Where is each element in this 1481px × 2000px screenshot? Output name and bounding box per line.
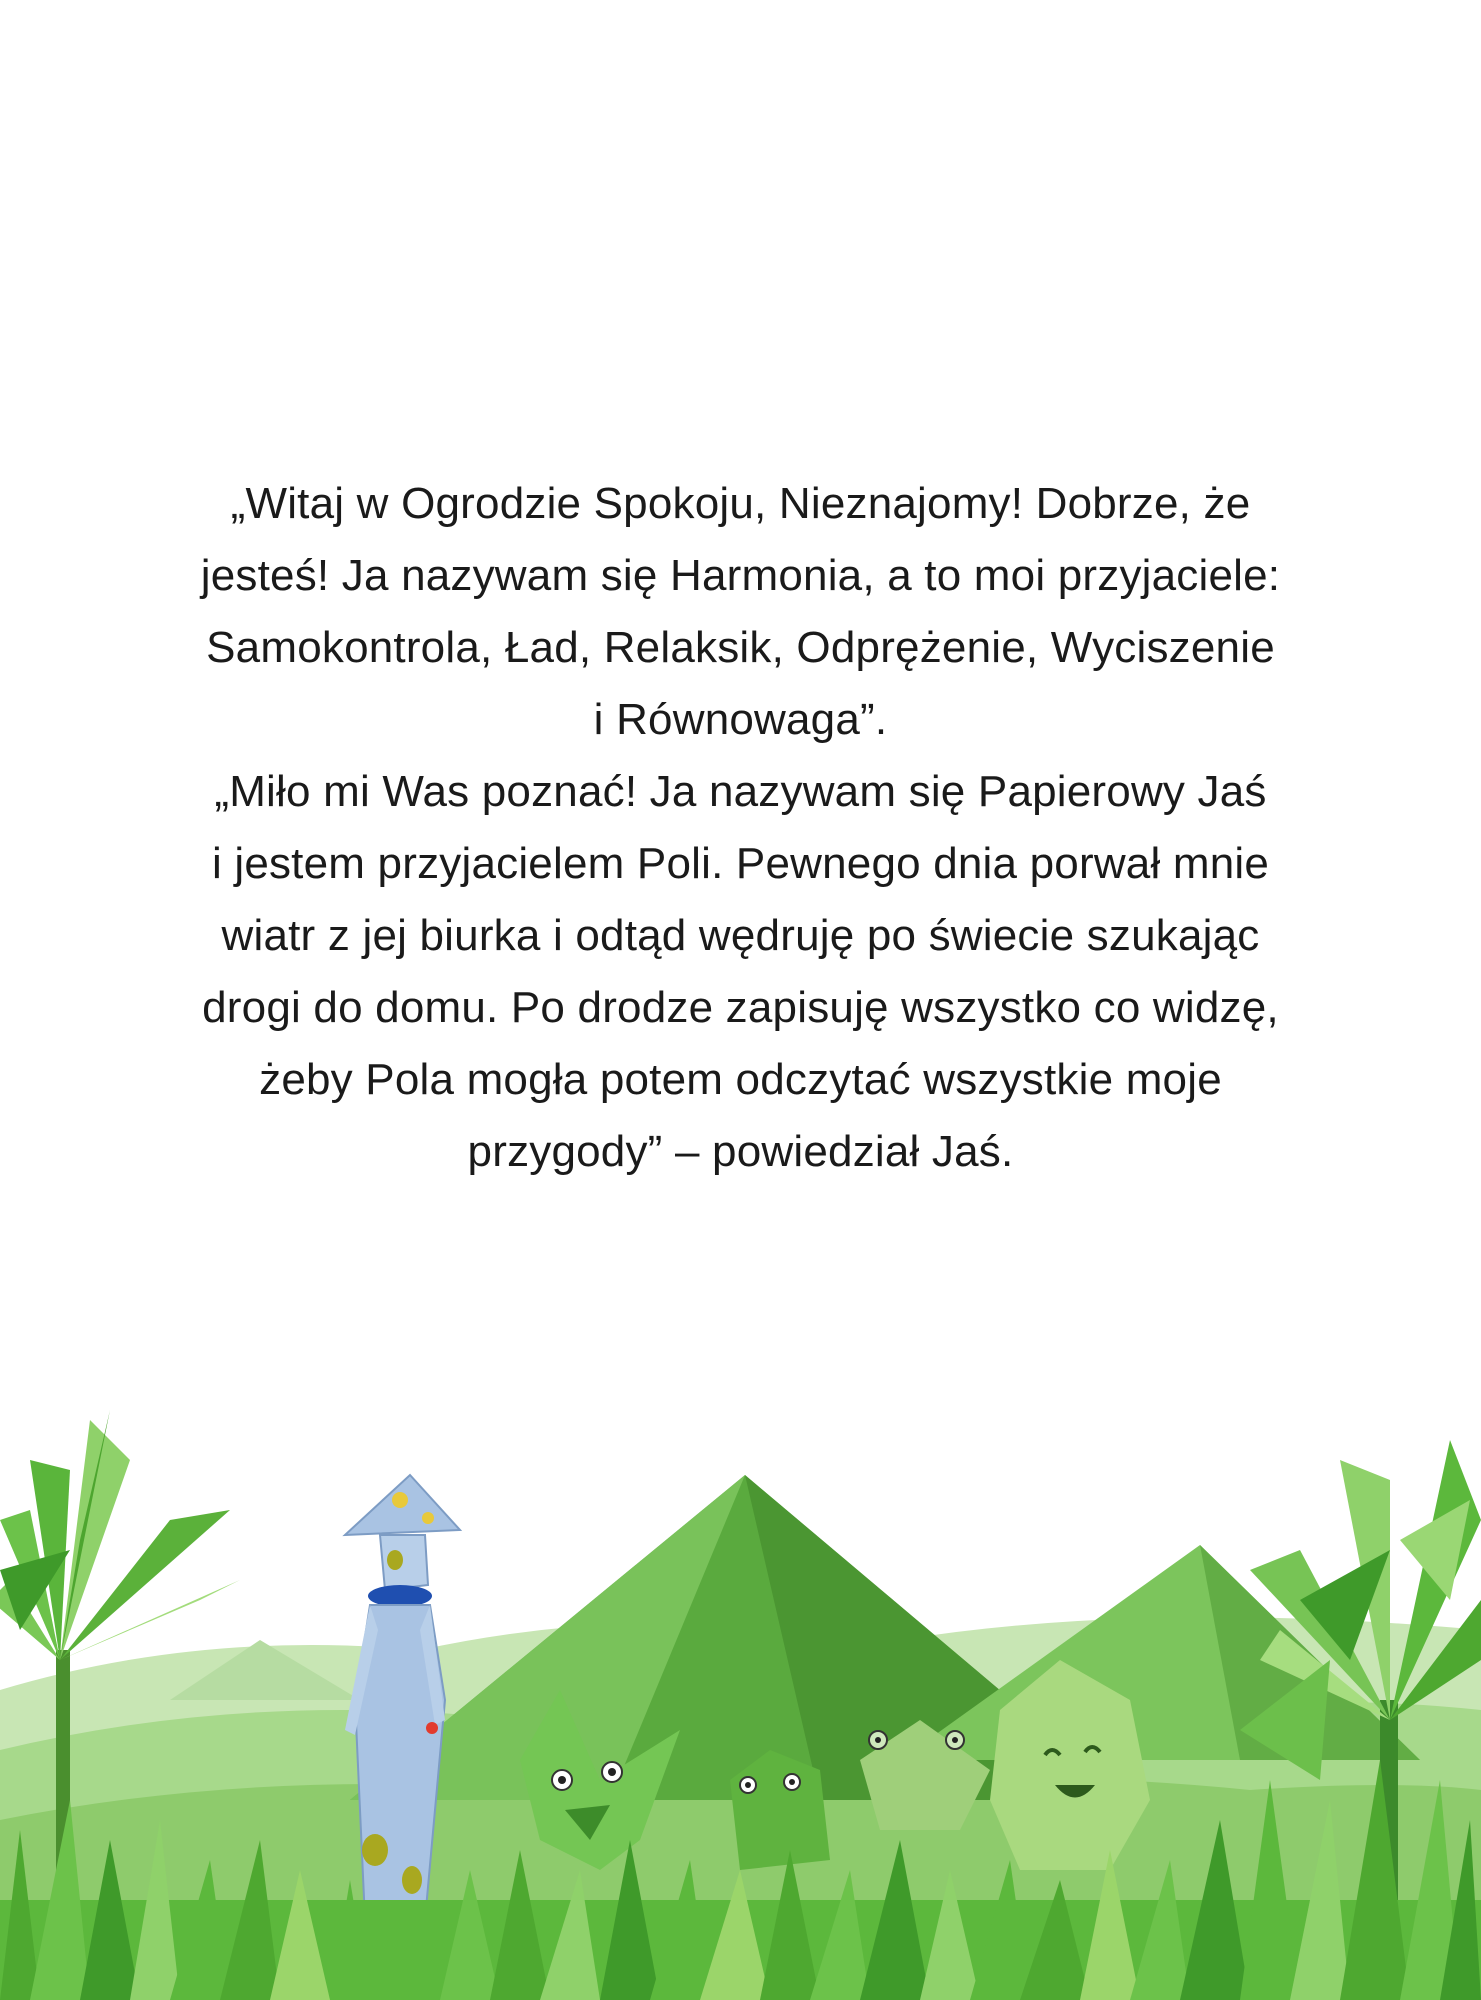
story-line: jesteś! Ja nazywam się Harmonia, a to moi przyjaciele: (200, 551, 1281, 600)
story-line: i Równowaga”. (593, 695, 888, 744)
story-line: Samokontrola, Ład, Relaksik, Odprężenie, Wyciszenie (206, 623, 1275, 672)
story-line: „Witaj w Ogrodzie Spokoju, Nieznajomy! Dobrze, że (230, 479, 1251, 528)
story-line: i jestem przyjacielem Poli. Pewnego dnia porwał mnie (211, 839, 1270, 888)
story-line: wiatr z jej biurka i odtąd wędruję po świecie szukając (221, 911, 1260, 960)
story-line: drogi do domu. Po drodze zapisuję wszystko co widzę, (202, 983, 1279, 1032)
story-line: przygody” – powiedział Jaś. (467, 1127, 1014, 1176)
story-line: żeby Pola mogła potem odczytać wszystkie moje (259, 1055, 1222, 1104)
story-text (130, 468, 1351, 1188)
garden-illustration (0, 1400, 1481, 2000)
story-line: „Miło mi Was poznać! Ja nazywam się Papierowy Jaś (214, 767, 1267, 816)
